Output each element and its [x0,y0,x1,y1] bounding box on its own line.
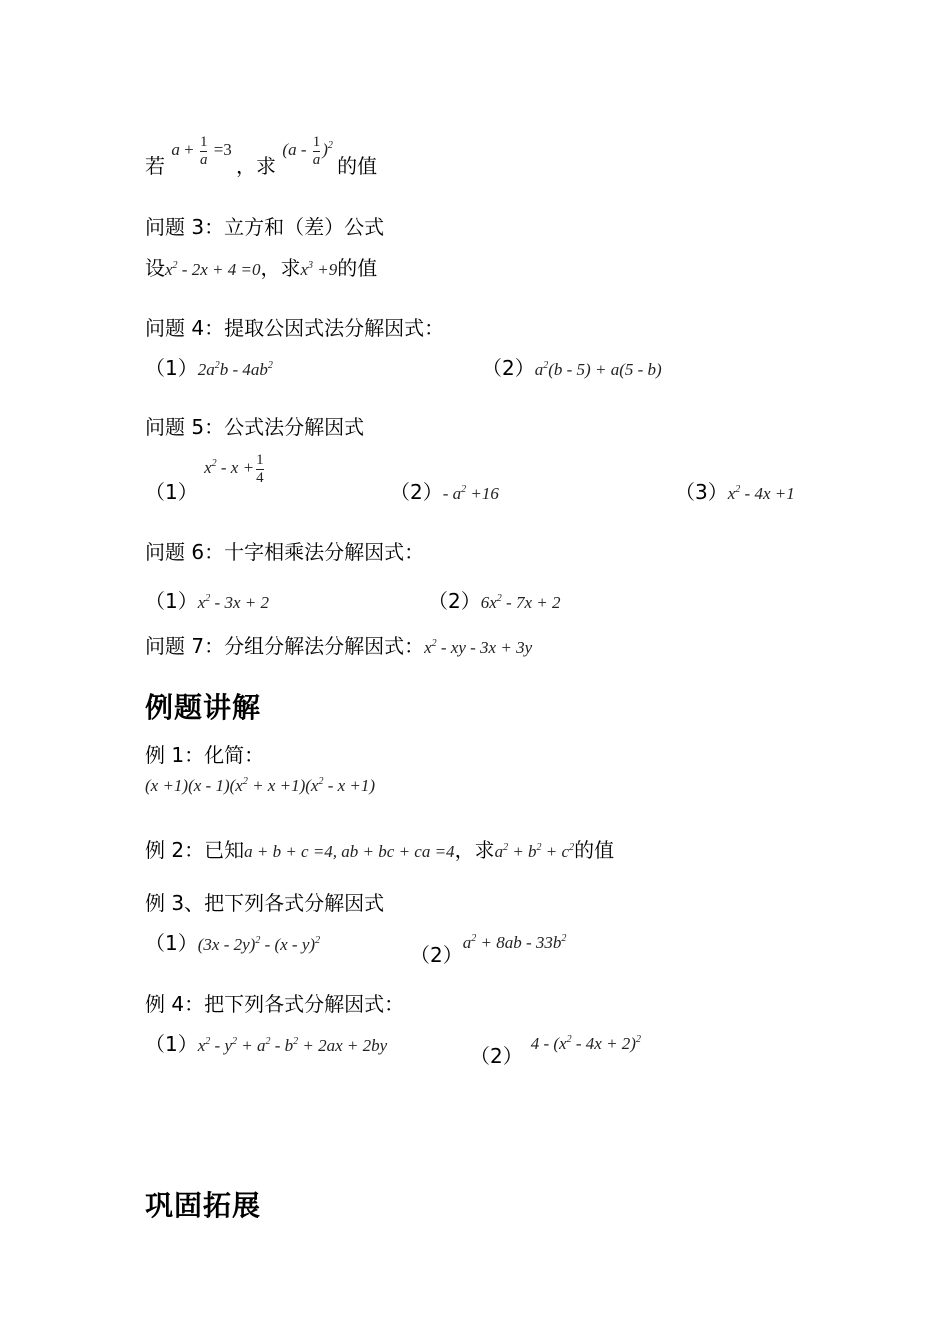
example-1-title: 例 1：化简： [145,743,265,767]
math-expression: $x^3 +9$ [300,260,338,279]
question-6-title: 问题 6：十字相乘法分解因式： [145,540,425,564]
example-2: 例 2：已知a + b + c =4, ab + bc + ca =4，求$a^2 + b^2 + c^2$的值 [145,838,615,862]
question-4-title: 问题 4：提取公因式法分解因式： [145,316,445,340]
section-heading-consolidation: 巩固拓展 [145,1189,262,1222]
question-6-item-2: $(2)6x^2 - 7x + 2$ [428,589,561,613]
question-3-problem: 设$x^2 - 2x + 4 =0$，求$x^3 +9$的值 [145,256,378,280]
question-5-item-3: $(3)x^2 - 4x +1$ [675,480,795,504]
problem-given-reciprocal [145,132,378,178]
text-mid: ，求 [236,154,277,178]
math-target: $a^2 + b^2 + c^2$ [494,842,575,861]
question-5-item-1: （1） $x^2$ - x + $\frac{1}{4}$ [145,451,264,504]
example-4-item-1: $(1)x^2 - y^2 + a^2 - b^2 + 2ax + 2by$ [145,1032,388,1056]
question-5-item-2: （2）- $a^2 +16$ [390,480,499,504]
question-7: 问题 7：分组分解法分解因式：$x^2$ - xy - 3x + 3y [145,634,533,658]
example-4-title: 例 4：把下列各式分解因式： [145,992,405,1016]
question-7-title: 问题 7：分组分解法分解因式： [145,634,425,658]
question-5-title: 问题 5：公式法分解因式 [145,415,365,439]
math-condition: a + b + c =4, ab + bc + ca =4 [244,842,455,861]
section-heading-examples: 例题讲解 [145,691,262,724]
question-4-item-2: $(2)a^2(b - 5) + a(5 - b)$ [482,356,662,380]
text-prefix: 若 [145,154,165,178]
text-suffix: 的值 [337,154,378,178]
example-3-item-2: $(2)a^2 + 8ab - 33b^2$ [410,933,567,967]
question-4-item-1: $(1)2a^2b - 4ab^2$ [145,356,273,380]
example-3-title: 例 3、把下列各式分解因式 [145,891,385,915]
question-3-title: 问题 3：立方和（差）公式 [145,215,385,239]
math-equation: a + $\frac{1}{a}$ =3 [171,133,232,168]
example-4-item-2: $(2)4 - (x^2 - 4x + 2)^2$ [470,1034,641,1068]
question-6-item-1: $(1)x^2 - 3x + 2$ [145,589,269,613]
example-3-item-1: （1）(3x - 2y)$^2$ - (x - y)$^2$ [145,931,321,955]
math-equation: $x^2 - 2x + 4 =0$ [165,260,261,279]
example-1-expression: $(x +1)(x - 1)(x^2 + x +1)(x^2 - x +1)$ [145,776,376,795]
math-expression: (a - $\frac{1}{a}$ )$^2$ [282,133,333,168]
